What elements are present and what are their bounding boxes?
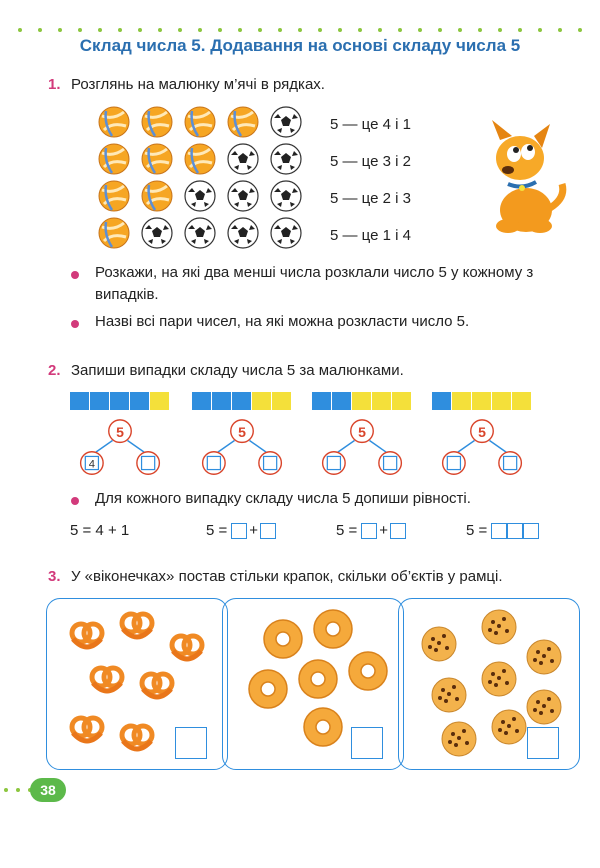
cookie-icon (482, 662, 516, 696)
answer-box[interactable] (264, 456, 277, 469)
cookie-icon (492, 710, 526, 744)
yellow-cell (472, 392, 491, 410)
answer-box[interactable] (447, 456, 460, 469)
soccer-ball-icon (227, 217, 259, 249)
ball-row (98, 217, 308, 253)
tree-top-number: 5 (358, 423, 366, 440)
task1-bullet-1: Розкажи, на які два менші числа розклали число 5 у кожному з випадків. (95, 264, 534, 303)
bullet-dot (71, 320, 79, 328)
equation-4 (466, 522, 539, 539)
soccer-ball-icon (141, 217, 173, 249)
cookie-icon (527, 690, 561, 724)
handwritten-answer: 4 (88, 458, 96, 471)
blue-cell (212, 392, 231, 410)
soccer-ball-icon (270, 180, 302, 212)
color-strip (432, 392, 532, 410)
number-tree (312, 418, 412, 478)
eq-prefix: 5 = (206, 522, 228, 539)
ball-row (98, 143, 308, 179)
donut-icon (264, 620, 302, 658)
volleyball-icon (184, 143, 216, 175)
soccer-ball-icon (184, 180, 216, 212)
task3-header (48, 568, 503, 586)
yellow-cell (150, 392, 169, 410)
donut-icon (304, 708, 342, 746)
dog-mascot-illustration (478, 118, 570, 236)
cookie-icon (442, 722, 476, 756)
answer-box[interactable] (207, 456, 220, 469)
donut-icon (314, 610, 352, 648)
pretzel-icon (172, 636, 202, 659)
yellow-cell (452, 392, 471, 410)
eq-plus: + (249, 522, 259, 539)
eq-prefix: 5 = (466, 522, 488, 539)
row-label-3: 5 — це 2 і 3 (330, 190, 411, 207)
blue-cell (232, 392, 251, 410)
volleyball-icon (98, 106, 130, 138)
bullet-dot (71, 497, 79, 505)
volleyball-icon (227, 106, 259, 138)
cookie-icon (482, 610, 516, 644)
task1-text: Розглянь на малюнку м’ячі в рядках. (70, 76, 325, 93)
yellow-cell (372, 392, 391, 410)
pretzel-icon (142, 674, 172, 697)
answer-box[interactable] (384, 456, 397, 469)
yellow-cell (512, 392, 531, 410)
equation-3 (336, 522, 408, 539)
soccer-ball-icon (227, 180, 259, 212)
volleyball-icon (141, 106, 173, 138)
blue-cell (332, 392, 351, 410)
volleyball-icon (98, 217, 130, 249)
soccer-ball-icon (270, 143, 302, 175)
row-label-4: 5 — це 1 і 4 (330, 227, 411, 244)
volleyball-icon (98, 143, 130, 175)
task1-bullet-2: Назві всі пари чисел, на які можна розкласти число 5. (95, 313, 470, 330)
answer-box[interactable] (361, 523, 377, 539)
donut-icon (299, 660, 337, 698)
soccer-ball-icon (227, 143, 259, 175)
page-title: Склад числа 5. Додавання на основі складу числа 5 (79, 36, 521, 55)
ball-row (98, 106, 308, 142)
blue-cell (192, 392, 211, 410)
answer-box[interactable] (491, 523, 507, 539)
pretzel-icon (72, 718, 102, 741)
yellow-cell (392, 392, 411, 410)
number-tree (70, 418, 170, 478)
page-number: 38 (30, 778, 66, 802)
cookie-icon (432, 678, 466, 712)
number-tree (192, 418, 292, 478)
donut-icon (249, 670, 287, 708)
eq-plus: + (379, 522, 389, 539)
frame-cookies (398, 598, 580, 770)
color-strip (312, 392, 412, 410)
task1-number: 1. (48, 76, 61, 93)
cookie-icon (527, 640, 561, 674)
tree-top-number: 5 (478, 423, 486, 440)
frame-donuts (222, 598, 404, 770)
frame-pretzels (46, 598, 228, 770)
blue-cell (110, 392, 129, 410)
blue-cell (432, 392, 451, 410)
answer-box[interactable] (504, 456, 517, 469)
row-label-2: 5 — це 3 і 2 (330, 153, 411, 170)
task2-number: 2. (48, 362, 61, 379)
yellow-cell (352, 392, 371, 410)
blue-cell (312, 392, 331, 410)
yellow-cell (492, 392, 511, 410)
yellow-cell (252, 392, 271, 410)
answer-window[interactable] (351, 727, 383, 759)
number-tree (432, 418, 532, 478)
yellow-cell (272, 392, 291, 410)
answer-window[interactable] (527, 727, 559, 759)
bullet-dot (71, 271, 79, 279)
soccer-ball-icon (184, 217, 216, 249)
answer-box[interactable] (231, 523, 247, 539)
answer-box[interactable] (523, 523, 539, 539)
pretzel-icon (72, 624, 102, 647)
volleyball-icon (141, 143, 173, 175)
cookie-icon (422, 627, 456, 661)
pretzel-icon (122, 614, 152, 637)
task2-bullet: Для кожного випадку складу числа 5 допиши рівності. (95, 490, 471, 507)
tree-top-number: 5 (116, 423, 124, 440)
answer-box[interactable] (260, 523, 276, 539)
blue-cell (70, 392, 89, 410)
blue-cell (90, 392, 109, 410)
ball-row (98, 180, 308, 216)
row-label-1: 5 — це 4 і 1 (330, 116, 411, 133)
color-strip (70, 392, 170, 410)
volleyball-icon (98, 180, 130, 212)
volleyball-icon (184, 106, 216, 138)
soccer-ball-icon (270, 106, 302, 138)
donut-icon (349, 652, 387, 690)
answer-box[interactable] (507, 523, 523, 539)
blue-cell (130, 392, 149, 410)
equation-1: 5 = 4 + 1 (70, 522, 130, 539)
eq-prefix: 5 = (336, 522, 358, 539)
task2-header (48, 362, 404, 380)
soccer-ball-icon (270, 217, 302, 249)
pretzel-icon (92, 668, 122, 691)
task3-number: 3. (48, 568, 61, 585)
volleyball-icon (141, 180, 173, 212)
task2-text: Запиши випадки складу числа 5 за малюнками. (70, 362, 404, 379)
answer-box[interactable] (390, 523, 406, 539)
task1-header (48, 76, 325, 94)
answer-window[interactable] (175, 727, 207, 759)
equation-2 (206, 522, 278, 539)
pretzel-icon (122, 726, 152, 749)
tree-top-number: 5 (238, 423, 246, 440)
color-strip (192, 392, 292, 410)
answer-box[interactable] (142, 456, 155, 469)
task3-text: У «віконечках» постав стільки крапок, скільки об’єктів у рамці. (70, 568, 503, 585)
answer-box[interactable] (327, 456, 340, 469)
